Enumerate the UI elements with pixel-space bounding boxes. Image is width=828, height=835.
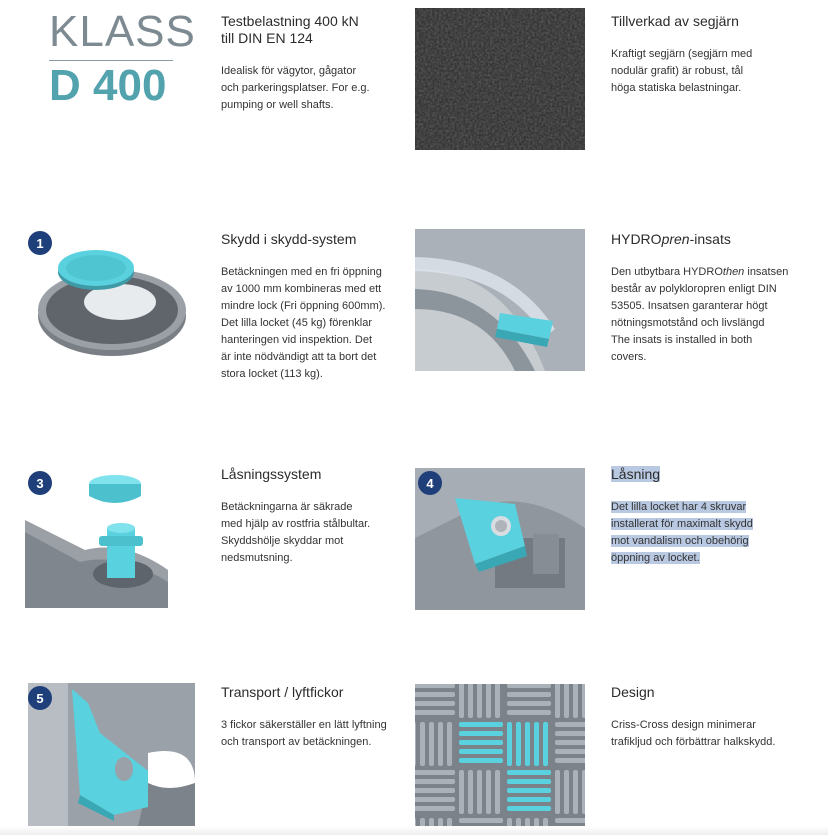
block-body-line: pumping or well shafts. xyxy=(221,99,334,111)
block-body-line xyxy=(611,264,811,281)
block-title-plain: HYDRO xyxy=(611,231,662,247)
block-body-line: Betäckningen med en fri öppning xyxy=(221,266,382,278)
block-body-line: höga statiska belastningar. xyxy=(611,82,742,94)
block-body-line: Idealisk för vägytor, gågator xyxy=(221,65,357,77)
block-title: Låsningssystem xyxy=(221,466,322,482)
block-ductile-iron xyxy=(611,13,811,97)
block-body-line: 3 fickor säkerställer en lätt lyftning xyxy=(221,719,387,731)
block-body-line: öppning av locket. xyxy=(611,552,700,564)
block-body-line: nötningsmotstånd och livslängd xyxy=(611,317,765,329)
block-body-line: Criss-Cross design minimerar xyxy=(611,719,756,731)
iron-texture-image xyxy=(415,8,585,150)
badge-number: 5 xyxy=(28,686,52,710)
badge-number: 3 xyxy=(28,471,52,495)
block-body-line: mindre lock (Fri öppning 600mm). xyxy=(221,300,386,312)
block-body-line: covers. xyxy=(611,351,647,363)
badge-number: 1 xyxy=(28,231,52,255)
block-body-line: installerat för maximalt skydd xyxy=(611,518,753,530)
block-locking-system xyxy=(221,466,411,567)
block-body-line: Betäckningarna är säkrade xyxy=(221,501,353,513)
klass-value: D 400 xyxy=(49,61,167,110)
block-title: Transport / lyftfickor xyxy=(221,684,344,700)
block-body-line: hanteringen vid inspektion. Det xyxy=(221,334,373,346)
block-design xyxy=(611,684,811,751)
block-title: Skydd i skydd-system xyxy=(221,231,357,247)
block-body-line: är inte nödvändigt att ta bort det xyxy=(221,351,377,363)
block-body-line: nedsmutsning. xyxy=(221,552,293,564)
block-body-line: med hjälp av rostfria stålbultar. xyxy=(221,518,371,530)
block-title: Tillverkad av segjärn xyxy=(611,13,739,29)
manhole-cover-image xyxy=(28,238,188,368)
block-body-line: 53505. Insatsen garanterar högt xyxy=(611,300,768,312)
page-bottom-edge xyxy=(0,826,828,835)
block-title: Låsning xyxy=(611,466,661,482)
block-title: Design xyxy=(611,684,655,700)
badge-number: 4 xyxy=(418,471,442,495)
block-hydropren xyxy=(611,231,811,366)
block-body-line: och transport av betäckningen. xyxy=(221,736,372,748)
body-suffix: insatsen xyxy=(744,266,789,278)
block-title-suffix: -insats xyxy=(689,231,731,247)
block-title-line1: Testbelastning 400 kN xyxy=(221,13,359,29)
klass-label: KLASS xyxy=(49,7,196,56)
block-testload xyxy=(221,13,401,114)
block-cover-system xyxy=(221,231,411,383)
block-locking xyxy=(611,466,811,567)
block-body-line: nodulär grafit) är robust, tål xyxy=(611,65,744,77)
criss-cross-pattern-image xyxy=(415,684,585,826)
block-body-line: av 1000 mm kombineras med ett xyxy=(221,283,382,295)
block-title-line2: till DIN EN 124 xyxy=(221,30,313,46)
block-body-line: trafikljud och förbättrar halkskydd. xyxy=(611,736,776,748)
lifting-pocket-image xyxy=(28,683,195,826)
block-body-line: Det lilla locket har 4 skruvar xyxy=(611,501,747,513)
block-title-italic: pren xyxy=(661,231,690,247)
block-body-line: och parkeringsplatser. For e.g. xyxy=(221,82,370,94)
block-body-line: Skyddshölje skyddar mot xyxy=(221,535,344,547)
locking-detail-image xyxy=(415,468,585,610)
block-body-line: mot vandalism och obehörig xyxy=(611,535,749,547)
block-body-line: består av polykloropren enligt DIN xyxy=(611,283,777,295)
body-italic: then xyxy=(722,266,745,278)
block-body-line: Det lilla locket (45 kg) förenklar xyxy=(221,317,373,329)
block-transport xyxy=(221,684,421,751)
body-plain: Den utbytbara HYDRO xyxy=(611,266,723,278)
hydropren-insert-image xyxy=(415,229,585,371)
block-body-line: Kraftigt segjärn (segjärn med xyxy=(611,48,753,60)
block-body-line: The insats is installed in both xyxy=(611,334,753,346)
block-title xyxy=(611,231,811,248)
block-body-line: stora locket (113 kg). xyxy=(221,368,323,380)
